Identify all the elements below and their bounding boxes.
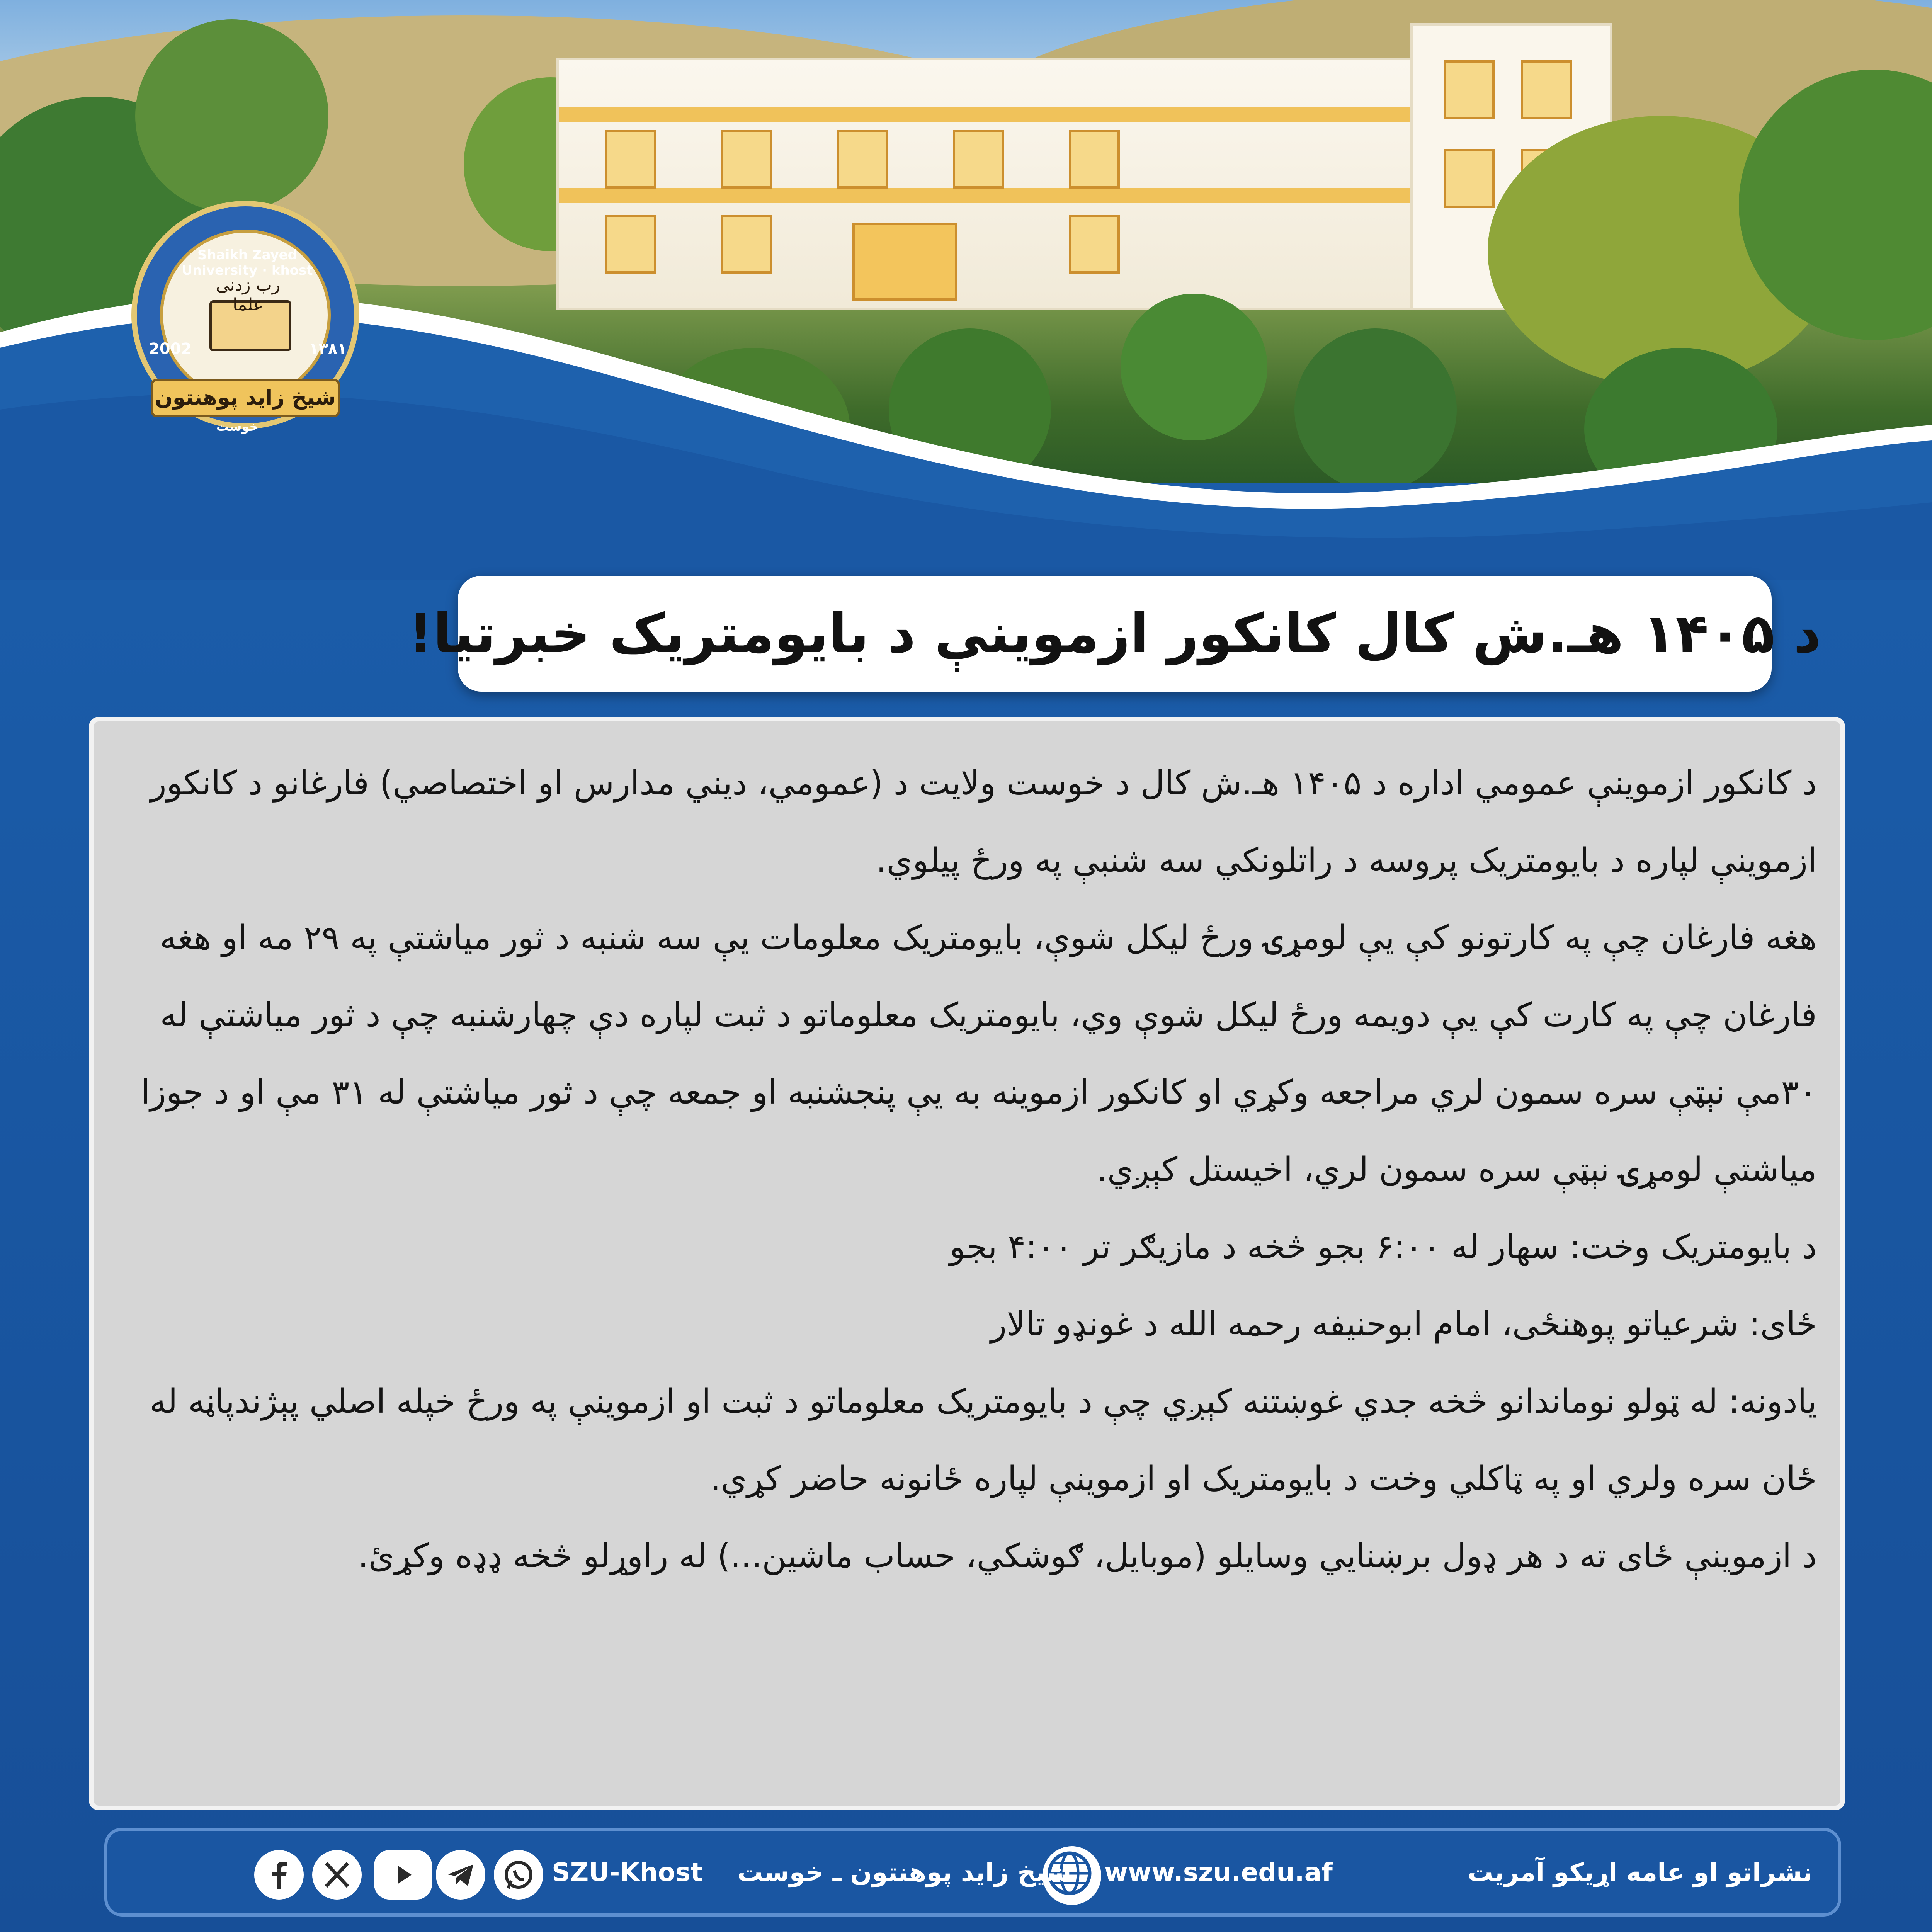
- facebook-icon[interactable]: [254, 1850, 304, 1900]
- page-title: د ۱۴۰۵ هـ.ش کال کانکور ازموینې د بایومتریک خبرتیا!: [408, 602, 1821, 665]
- paragraph-note: یادونه: له ټولو نوماندانو څخه جدي غوښتنه کېږي چې د بایومتریک معلوماتو د ثبت او ازموینې په ورځ خپله اصلي پېژندپاڼه له ځان سره ولري او په ټاکلي وخت د بایومتریک او ازموینې لپاره ځانونه حاضر کړي.: [150, 1382, 1817, 1498]
- paragraph-intro: د کانکور ازموینې عمومي اداره د ۱۴۰۵ هـ.ش کال د خوست ولایت د (عمومي، دیني مدارس او اختصاصي) فارغانو د کانکور ازموینې لپاره د بایومتریک پروسه د راتلونکي سه شنبې په ورځ پیلوي.: [150, 764, 1817, 880]
- footer-office: نشراتو او عامه اړیکو آمریت: [1468, 1857, 1813, 1887]
- paragraph-location: ځای: شرعیاتو پوهنځی، امام ابوحنیفه رحمه الله د غونډو تالار: [990, 1305, 1817, 1344]
- seal-year-gregorian: 2002: [149, 340, 192, 358]
- seal-year-solar: ۱۳۸۱: [309, 340, 347, 358]
- website-link[interactable]: www.szu.edu.af: [1104, 1857, 1333, 1887]
- announcement-text: [117, 745, 1817, 1595]
- seal-ribbon: شیخ زاید پوهنتون: [151, 379, 340, 417]
- paragraph-warning: د ازموینې ځای ته د هر ډول برښنایي وسایلو (موبایل، ګوشکي، حساب ماشین...) له راوړلو څخه ډډه وکړئ.: [358, 1537, 1817, 1575]
- handle-en: SZU-Khost: [552, 1857, 703, 1887]
- paragraph-time: د بایومتریک وخت: سهار له ۶:۰۰ بجو څخه د مازیګر تر ۴:۰۰ بجو: [949, 1228, 1817, 1266]
- title-banner: [408, 576, 1821, 692]
- handle-ps: شیخ زاید پوهنتون ـ خوست: [737, 1857, 1071, 1887]
- announcement-panel: [89, 717, 1845, 1810]
- telegram-icon[interactable]: [436, 1850, 485, 1900]
- paragraph-schedule: هغه فارغان چې په کارتونو کې یې لومړۍ ورځ لیکل شوې، بایومتریک معلومات یې سه شنبه د ثور میاشتې په ۲۹ مه او هغه فارغان چې په کارت کې یې دویمه ورځ لیکل شوې وي، بایومتریک معلوماتو د ثبت لپاره دې چهارشنبه چې د ثور میاشتې له ۳۰مې نېټې سره سمون لري مراجعه وکړي او کانکور ازموینه به یې پنجشنبه او جمعه چې د ثور میاشتې له ۳۱ مې او د جوزا میاشتې لومړۍ نېټې سره سمون لري، اخیستل کېږي.: [141, 918, 1817, 1189]
- youtube-icon[interactable]: [374, 1850, 432, 1900]
- seal-motto: رب زدنی علما: [216, 275, 281, 315]
- footer-bar: [104, 1828, 1841, 1917]
- x-icon[interactable]: [312, 1850, 362, 1900]
- whatsapp-icon[interactable]: [494, 1850, 543, 1900]
- seal-name-en: Shaikh Zayed University · khost: [182, 247, 313, 278]
- seal-city: خوست: [216, 419, 259, 434]
